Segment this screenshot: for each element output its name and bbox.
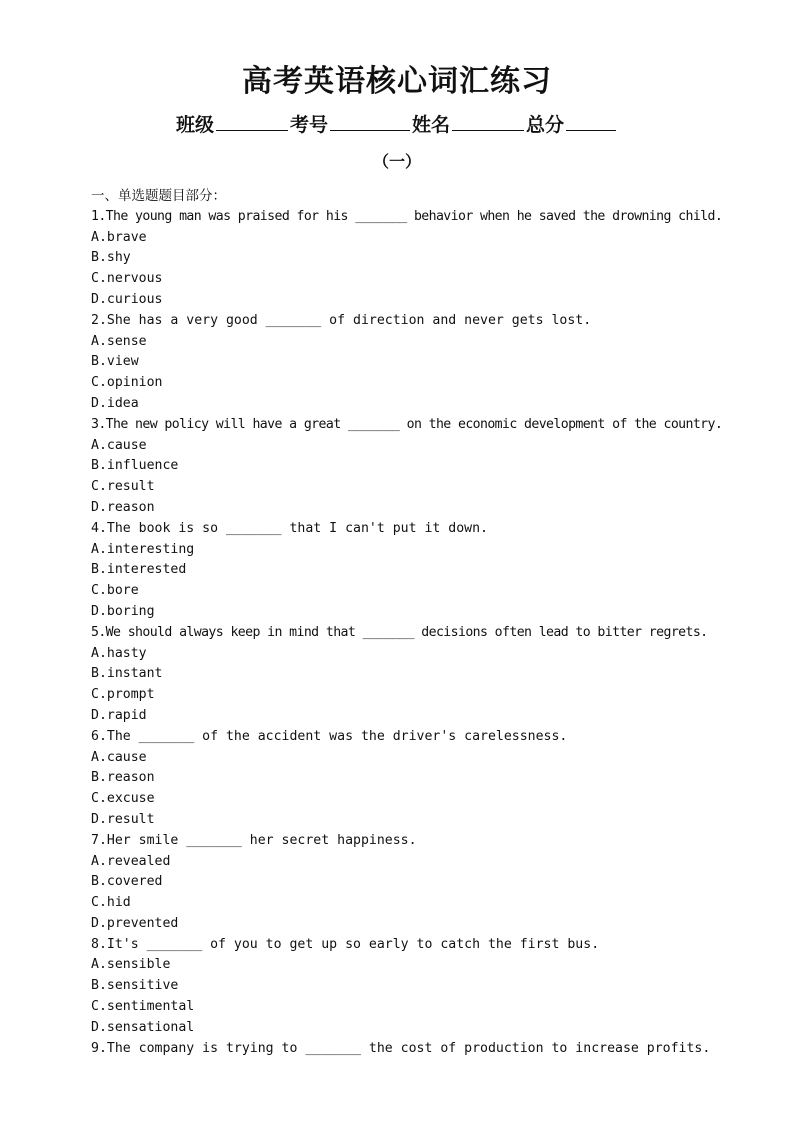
answer-option: D.sensational xyxy=(91,1019,195,1035)
score-blank xyxy=(566,110,616,131)
answer-option: A.sensible xyxy=(91,957,171,973)
answer-option: A.brave xyxy=(91,229,147,245)
question-stem: 1.The young man was praised for his _______ behavior when he saved the drowning child. xyxy=(91,208,723,224)
part-label: （一） xyxy=(372,152,421,171)
answer-option: B.sensitive xyxy=(91,978,179,994)
answer-option: D.prevented xyxy=(91,915,179,931)
exam-number-label: 考号 xyxy=(289,114,328,136)
answer-option: B.shy xyxy=(91,250,131,266)
question-stem: 7.Her smile _______ her secret happiness. xyxy=(91,832,417,848)
answer-option: D.result xyxy=(91,811,155,827)
answer-option: C.opinion xyxy=(91,375,163,391)
answer-option: D.boring xyxy=(91,603,155,619)
name-label: 姓名 xyxy=(412,114,451,136)
student-info-line xyxy=(0,110,794,139)
question-stem: 6.The _______ of the accident was the driver's carelessness. xyxy=(91,728,568,744)
answer-option: C.prompt xyxy=(91,687,155,703)
answer-option: C.sentimental xyxy=(91,999,195,1015)
name-blank xyxy=(452,110,524,131)
question-list xyxy=(91,186,741,1059)
answer-option: B.reason xyxy=(91,770,155,786)
answer-option: D.reason xyxy=(91,499,155,515)
answer-option: D.curious xyxy=(91,291,163,307)
answer-option: C.nervous xyxy=(91,271,163,287)
answer-option: A.hasty xyxy=(91,645,147,661)
answer-option: B.covered xyxy=(91,874,163,890)
answer-option: B.view xyxy=(91,354,139,370)
answer-option: B.instant xyxy=(91,666,163,682)
question-stem: 5.We should always keep in mind that _______ decisions often lead to bitter regrets. xyxy=(91,624,708,640)
score-label: 总分 xyxy=(526,114,565,136)
answer-option: A.cause xyxy=(91,437,147,453)
exam-number-blank xyxy=(330,110,410,131)
class-blank xyxy=(216,110,288,131)
section-title: 一、单选题题目部分： xyxy=(91,188,226,204)
question-stem: 9.The company is trying to _______ the cost of production to increase profits. xyxy=(91,1040,711,1056)
answer-option: C.hid xyxy=(91,895,131,911)
question-stem: 2.She has a very good _______ of direction and never gets lost. xyxy=(91,312,592,328)
answer-option: C.excuse xyxy=(91,791,155,807)
question-stem: 3.The new policy will have a great _______ on the economic development of the country. xyxy=(91,416,723,432)
answer-option: A.revealed xyxy=(91,853,171,869)
page-title: 高考英语核心词汇练习 xyxy=(242,64,552,99)
class-label: 班级 xyxy=(175,114,214,136)
answer-option: D.idea xyxy=(91,395,139,411)
answer-option: A.sense xyxy=(91,333,147,349)
answer-option: B.interested xyxy=(91,562,187,578)
answer-option: A.cause xyxy=(91,749,147,765)
answer-option: D.rapid xyxy=(91,707,147,723)
answer-option: C.bore xyxy=(91,583,139,599)
answer-option: C.result xyxy=(91,479,155,495)
answer-option: A.interesting xyxy=(91,541,195,557)
answer-option: B.influence xyxy=(91,458,179,474)
question-stem: 4.The book is so _______ that I can't put it down. xyxy=(91,520,488,536)
question-stem: 8.It's _______ of you to get up so early to catch the first bus. xyxy=(91,936,600,952)
